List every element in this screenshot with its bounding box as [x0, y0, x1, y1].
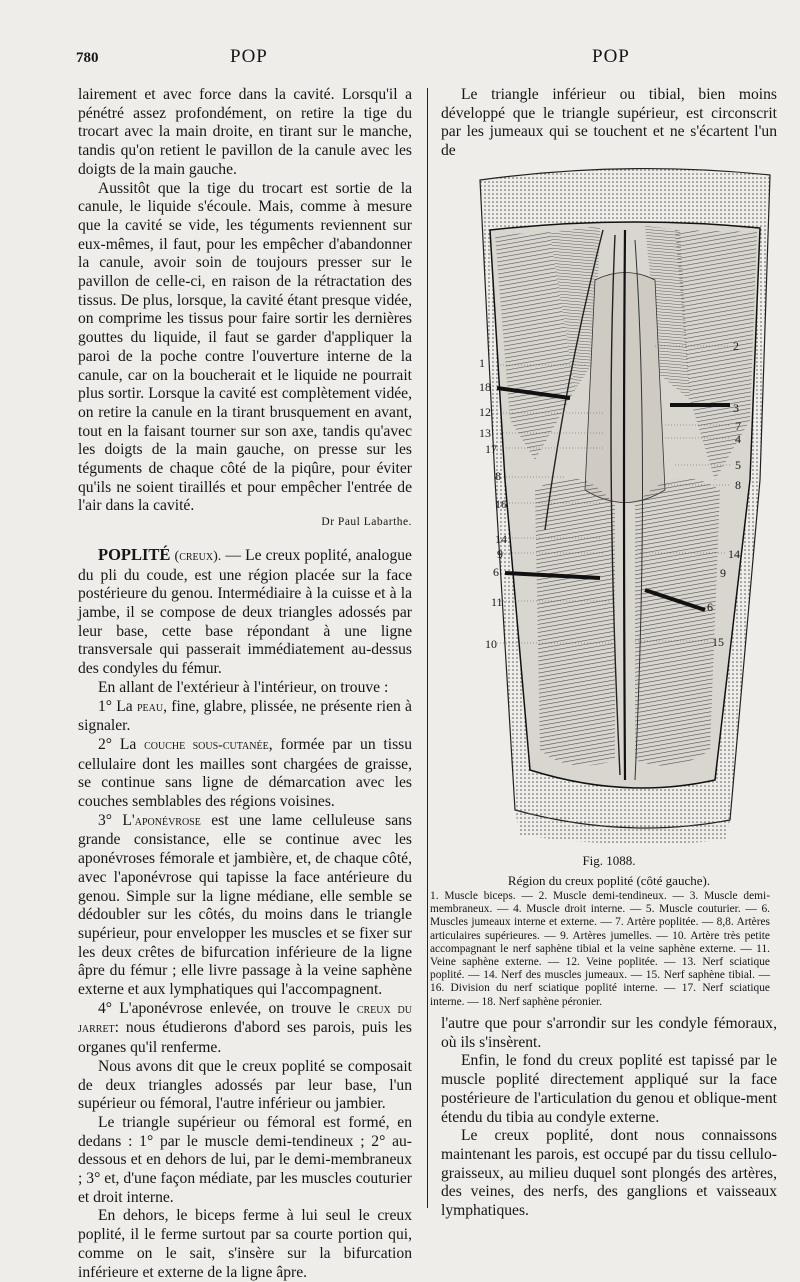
callout-right: 5 [735, 458, 741, 472]
knee-engraving-illustration [475, 160, 775, 848]
running-head-left: POP [230, 46, 268, 67]
right-column-top [441, 86, 777, 161]
list-item: 1° La peau, fine, glabre, plissée, ne présente rien à signaler. [78, 697, 412, 735]
callout-left: 11 [491, 595, 503, 609]
entry-paragraph [78, 546, 412, 679]
paragraph: Nous avons dit que le creux poplité se composait de deux triangles adossés par leur base, l'un supérieur ou fémoral, l'autre inférieur ou jambier. [78, 1057, 412, 1113]
paragraph: l'autre que pour s'arrondir sur les condyle fémoraux, où ils s'insèrent. [441, 1015, 777, 1051]
column-divider [427, 88, 428, 1208]
figure-legend: 1. Muscle biceps. — 2. Muscle demi-tendineux. — 3. Muscle demi-membraneux. — 4. Muscle droit interne. — 5. Muscle couturier. — 6. Muscles jumeaux interne et externe. — 7. Artère poplitée. — 8,8. Artères articulaires supérieures. — 9. Artères jumelles. — 10. Artère très petite accompagnant le nerf saphène tibial et la veine saphène externe. — 11. Veine saphène externe. — 12. Veine poplitée. — 13. Nerf sciatique poplité. — 14. Nerf des muscles jumeaux. — 15. Nerf saphène tibial. — 16. Division du nerf sciatique poplité interne. — 17. Nerf sciatique interne. — 18. Nerf saphène péronier. [430, 890, 770, 1008]
entry-qualifier: (creux). [174, 548, 222, 564]
list-item: 2° La couche sous-cutanée, formée par un tissu cellulaire dont les mailles sont chargées de graisse, se continue sans ligne de démarcation avec les couches semblables des régions voisines. [78, 735, 413, 811]
paragraph: Le triangle supérieur ou fémoral est formé, en dedans : 1° par le muscle demi-tendineux ; 2° au-dessous et en dehors de lui, par le demi-membraneux ; 3° et, d'une façon médiate, par les muscles couturier et droit interne. [78, 1113, 412, 1206]
entry-headword: POPLITÉ [98, 544, 171, 564]
page-number: 780 [76, 50, 99, 66]
callout-left: 12 [479, 405, 491, 419]
term: couche sous-cutanée [144, 737, 269, 753]
list-item: 3° L'aponévrose est une lame celluleuse sans grande consistance, elle se continue avec les aponévroses fémorale et jambière, et, de chaque côté, avec l'aponévrose qui tapisse la face antérieure du genou. Simple sur la ligne médiane, elle semble se dédoubler sur les côtés, du moins dans le triangle supérieur, pour envelopper les muscles et se fixer sur les deux crêtes de bifurcation inférieure de la ligne âpre du fémur ; elle livre passage à la veine saphène externe et aux lymphatiques qui l'accompagnent. [78, 811, 412, 999]
term: creux du jarret [78, 1001, 412, 1037]
callout-right: 14 [728, 547, 740, 561]
paragraph: En dehors, le biceps ferme à lui seul le creux poplité, il le ferme surtout par sa courte portion qui, comme on le sait, s'insère sur la bifurcation inférieure et externe de la ligne âpre. [78, 1207, 412, 1281]
callout-left: 17 [485, 442, 497, 456]
callout-right: 6 [707, 600, 713, 614]
paragraph: Le triangle inférieur ou tibial, bien moins développé que le triangle supérieur, est circonscrit par les jumeaux qui se touchent et ne s'écartent l'un de [441, 86, 777, 160]
author-signature: Dr Paul Labarthe. [321, 516, 412, 529]
paragraph: En allant de l'extérieur à l'intérieur, on trouve : [98, 678, 389, 696]
paragraph: Le creux poplité, dont nous connaissons maintenant les parois, est occupé par du tissu cellulo-graisseux, au milieu duquel sont plongés des artères, des veines, des nerfs, des ganglions et vaisseaux lymphatiques. [441, 1127, 777, 1220]
callout-left: 8 [495, 469, 501, 483]
running-head-right: POP [592, 46, 630, 67]
entry-text: — Le creux poplité, analogue du pli du coude, est une région placée sur la face postérieure du genou. Intermédiaire à la cuisse et à la jambe, il se compose de deux triangles adossés par leur base, cette base répondant à une ligne transversale qui passerait immédiatement au-dessus des condyles du fémur. [78, 546, 412, 678]
list-item: 4° L'aponévrose enlevée, on trouve le creux du jarret: nous étudierons d'abord ses parois, puis les organes qu'il renferme. [78, 999, 412, 1057]
anatomical-figure [475, 160, 775, 848]
callout-left: 6 [493, 565, 499, 579]
callout-left: 9 [497, 547, 503, 561]
callout-left: 16 [495, 497, 507, 511]
callout-right: 4 [735, 432, 741, 446]
paragraph: Enfin, le fond du creux poplité est tapissé par le muscle poplité directement appliqué sur la face postérieure de l'articulation du genou et oblique-ment étendu du tibia au condyle externe. [441, 1052, 777, 1126]
callout-left: 1 [479, 356, 485, 370]
term: peau [137, 699, 164, 715]
left-column [78, 86, 412, 1282]
paragraph: Aussitôt que la tige du trocart est sortie de la canule, le liquide s'écoule. Mais, comme à mesure que la cavité se vide, les téguments reviennent sur eux-mêmes, il faut, pour les empêcher d'abandonner la canule, avoir soin de toujours presser sur le pavillon de celle-ci, en raison de la rétractation des tissus. De plus, lorsque, la cavité étant presque vidée, on comprime les tissus pour faire sortir les dernières gouttes du liquide, il faut se garder d'appliquer la paroi de la poche contre l'ouverture interne de la canule, car on la boucherait et le liquide ne pourrait plus sortir. Lorsque la cavité est complètement vidée, on retire la canule en la tirant brusquement en avant, tout en la faisant tourner sur son axe, tandis qu'avec les doigts de la main gauche, on presse sur les téguments de chaque côté de la piqûre, pour éviter qu'ils ne soient tiraillés et pour empêcher l'entrée de l'air dans la cavité. [78, 179, 412, 515]
callout-right: 2 [733, 339, 739, 353]
callout-left: 14 [495, 532, 507, 546]
figure-caption: Région du creux poplité (côté gauche). [507, 873, 711, 888]
figure-label: Fig. 1088. [582, 853, 636, 868]
callout-left: 10 [485, 637, 497, 651]
callout-right: 7 [735, 419, 741, 433]
callout-right: 9 [720, 566, 726, 580]
paragraph: lairement et avec force dans la cavité. Lorsqu'il a pénétré assez profondément, on retire la tige du trocart avec la main droite, en tirant sur le manche, tandis qu'on retient le pavillon de la canule avec les doigts de la main gauche. [78, 86, 412, 178]
callout-right: 15 [712, 635, 724, 649]
right-column-bottom [441, 1015, 777, 1221]
callout-right: 8 [735, 478, 741, 492]
callout-right: 3 [733, 401, 739, 415]
term: aponévrose [134, 813, 201, 829]
callout-left: 13 [479, 426, 491, 440]
page-header [0, 44, 800, 74]
callout-left: 18 [479, 380, 491, 394]
